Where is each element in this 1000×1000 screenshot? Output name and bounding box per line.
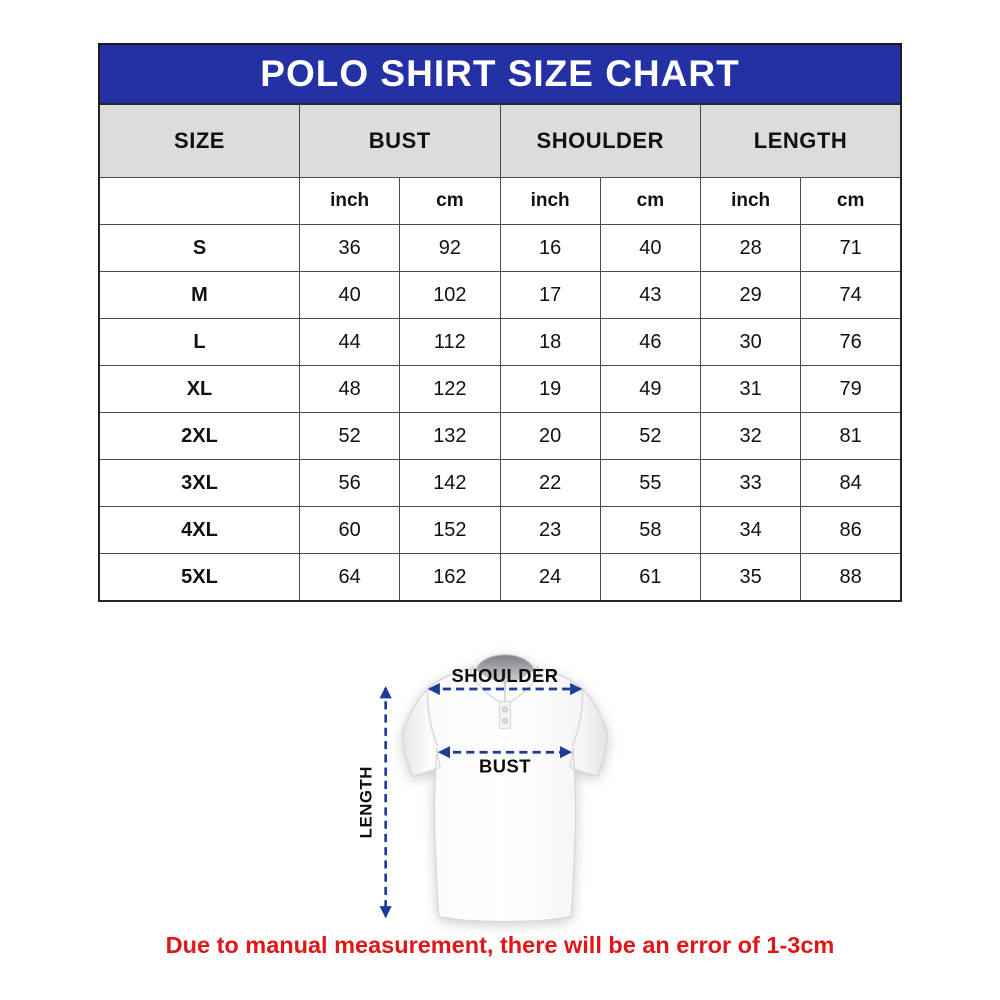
unit-header-shoulder-inch: inch	[500, 178, 600, 225]
measurement-value: 81	[801, 413, 901, 460]
measurement-value: 52	[600, 413, 700, 460]
measurement-value: 40	[300, 272, 400, 319]
unit-header-length-inch: inch	[701, 178, 801, 225]
measurement-value: 61	[600, 554, 700, 602]
measurement-value: 58	[600, 507, 700, 554]
size-label: L	[99, 319, 300, 366]
measurement-value: 36	[300, 225, 400, 272]
measurement-value: 34	[701, 507, 801, 554]
bust-label: BUST	[478, 755, 532, 777]
size-label: 4XL	[99, 507, 300, 554]
measurement-value: 18	[500, 319, 600, 366]
measurement-value: 30	[701, 319, 801, 366]
measurement-value: 33	[701, 460, 801, 507]
measurement-value: 142	[400, 460, 500, 507]
size-label: 5XL	[99, 554, 300, 602]
measurement-note: Due to manual measurement, there will be an error of 1-3cm	[165, 932, 835, 958]
column-header-bust: BUST	[300, 104, 501, 178]
measurement-value: 76	[801, 319, 901, 366]
unit-header-shoulder-cm: cm	[600, 178, 700, 225]
measurement-value: 79	[801, 366, 901, 413]
measurement-value: 24	[500, 554, 600, 602]
unit-header-blank	[99, 178, 300, 225]
column-header-shoulder: SHOULDER	[500, 104, 701, 178]
measurement-value: 92	[400, 225, 500, 272]
size-label: M	[99, 272, 300, 319]
placket	[499, 701, 510, 729]
measurement-value: 16	[500, 225, 600, 272]
size-row-3xl	[99, 460, 901, 507]
size-row-s	[99, 225, 901, 272]
length-label: LENGTH	[356, 766, 376, 839]
measurement-value: 28	[701, 225, 801, 272]
measurement-value: 19	[500, 366, 600, 413]
measurement-value: 112	[400, 319, 500, 366]
measurement-value: 84	[801, 460, 901, 507]
shoulder-label: SHOULDER	[451, 664, 559, 686]
shirt-illustration	[402, 655, 607, 922]
column-header-length: LENGTH	[701, 104, 902, 178]
size-chart-block	[98, 43, 902, 602]
size-label: 2XL	[99, 413, 300, 460]
size-row-5xl	[99, 554, 901, 602]
size-row-2xl	[99, 413, 901, 460]
measurement-value: 88	[801, 554, 901, 602]
measurement-value: 74	[801, 272, 901, 319]
button-icon	[503, 707, 508, 712]
measurement-value: 49	[600, 366, 700, 413]
measurement-value: 86	[801, 507, 901, 554]
unit-header-length-cm: cm	[801, 178, 901, 225]
measurement-value: 23	[500, 507, 600, 554]
polo-shirt-diagram	[352, 638, 658, 944]
measurement-value: 55	[600, 460, 700, 507]
size-row-l	[99, 319, 901, 366]
unit-header-bust-inch: inch	[300, 178, 400, 225]
measurement-value: 46	[600, 319, 700, 366]
measurement-value: 162	[400, 554, 500, 602]
measurement-value: 35	[701, 554, 801, 602]
size-row-m	[99, 272, 901, 319]
measurement-value: 31	[701, 366, 801, 413]
measurement-value: 44	[300, 319, 400, 366]
measurement-value: 64	[300, 554, 400, 602]
chart-title: POLO SHIRT SIZE CHART	[260, 53, 740, 94]
size-label: XL	[99, 366, 300, 413]
measurement-value: 52	[300, 413, 400, 460]
measurement-value: 40	[600, 225, 700, 272]
size-label: 3XL	[99, 460, 300, 507]
measurement-value: 20	[500, 413, 600, 460]
measurement-value: 56	[300, 460, 400, 507]
measurement-value: 32	[701, 413, 801, 460]
measurement-value: 22	[500, 460, 600, 507]
chart-title-banner	[98, 43, 902, 103]
button-icon	[503, 718, 508, 723]
measurement-value: 102	[400, 272, 500, 319]
measurement-value: 71	[801, 225, 901, 272]
size-row-xl	[99, 366, 901, 413]
measurement-value: 122	[400, 366, 500, 413]
size-chart-table	[98, 103, 902, 602]
column-group-row	[99, 104, 901, 178]
unit-header-bust-cm: cm	[400, 178, 500, 225]
measurement-value: 48	[300, 366, 400, 413]
size-label: S	[99, 225, 300, 272]
measurement-value: 43	[600, 272, 700, 319]
measurement-value: 29	[701, 272, 801, 319]
size-row-4xl	[99, 507, 901, 554]
measurement-value: 17	[500, 272, 600, 319]
unit-header-row	[99, 178, 901, 225]
measurement-value: 60	[300, 507, 400, 554]
measurement-value: 152	[400, 507, 500, 554]
column-header-size: SIZE	[99, 104, 300, 178]
measurement-value: 132	[400, 413, 500, 460]
